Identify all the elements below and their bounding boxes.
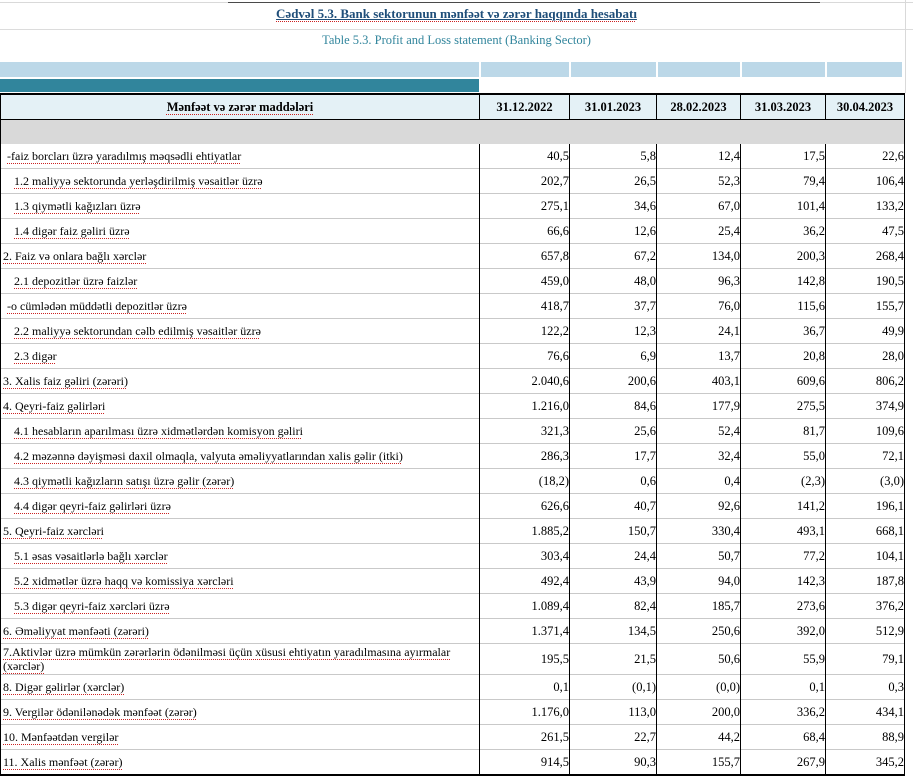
row-label-text: 3. Xalis faiz gəliri (zərəri) [3, 373, 128, 388]
cell-value: 134,0 [657, 244, 741, 269]
cell-value: 6,9 [570, 344, 657, 369]
cell-value: 0,3 [826, 675, 905, 700]
column-header-date: 31.12.2022 [480, 94, 570, 120]
cell-value: 273,6 [741, 594, 826, 619]
cell-value: 250,6 [657, 619, 741, 644]
table-row [1, 369, 905, 394]
cell-value: 24,1 [657, 319, 741, 344]
cell-value: 76,0 [657, 294, 741, 319]
cell-value: 48,0 [570, 269, 657, 294]
cell-value: 0,4 [657, 469, 741, 494]
cell-value: 24,4 [570, 544, 657, 569]
cell-value: 20,8 [741, 344, 826, 369]
table-header-row [1, 94, 905, 120]
row-label [1, 544, 480, 569]
row-label-text: 4.4 digər qeyri-faiz gəlirləri üzrə [14, 498, 171, 513]
cell-value: 1.089,4 [480, 594, 570, 619]
table-title-azerbaijani[interactable] [0, 6, 913, 22]
cell-value: 418,7 [480, 294, 570, 319]
cell-value: 12,6 [570, 219, 657, 244]
cell-value: 94,0 [657, 569, 741, 594]
row-label [1, 369, 480, 394]
cell-value: 92,6 [657, 494, 741, 519]
cell-value: (0,1) [570, 675, 657, 700]
row-label-text: 4.1 hesabların aparılması üzrə xidmətlərdən komisyon gəliri [14, 423, 303, 438]
row-label [1, 319, 480, 344]
cell-value: 52,4 [657, 419, 741, 444]
cell-value: 626,6 [480, 494, 570, 519]
cell-value: 0,6 [570, 469, 657, 494]
row-label-text: 5.3 digər qeyri-faiz xərcləri üzrə [14, 598, 170, 613]
cell-value: 44,2 [657, 725, 741, 750]
cell-value: 376,2 [826, 594, 905, 619]
cell-value: 261,5 [480, 725, 570, 750]
row-label [1, 244, 480, 269]
cell-value: 109,6 [826, 419, 905, 444]
cell-value: 82,4 [570, 594, 657, 619]
row-label-text: 1.3 qiymətli kağızları üzrə [14, 198, 141, 213]
cell-value: 67,2 [570, 244, 657, 269]
cell-value: 200,0 [657, 700, 741, 725]
cell-value: 22,6 [826, 144, 905, 169]
band-segment [481, 62, 569, 77]
cell-value: 25,4 [657, 219, 741, 244]
cell-value: 141,2 [741, 494, 826, 519]
column-header-items [1, 94, 480, 120]
cell-value: 493,1 [741, 519, 826, 544]
decor-band-teal [0, 79, 479, 92]
row-label-text: 6. Əməliyyat mənfəəti (zərəri) [3, 623, 149, 638]
cell-value: 187,8 [826, 569, 905, 594]
table-row [1, 244, 905, 269]
table-row [1, 394, 905, 419]
title-divider-line [0, 29, 913, 30]
table-row [1, 675, 905, 700]
table-row [1, 725, 905, 750]
row-label-text: 11. Xalis mənfəət (zərər) [3, 754, 123, 769]
cell-value: 55,0 [741, 444, 826, 469]
row-label [1, 469, 480, 494]
row-label [1, 675, 480, 700]
cell-value: 155,7 [657, 750, 741, 776]
cell-value: 34,6 [570, 194, 657, 219]
pane-divider-row [1, 120, 905, 145]
table-title-english: Table 5.3. Profit and Loss statement (Banking Sector) [322, 33, 591, 47]
row-label [1, 419, 480, 444]
cell-value: 50,6 [657, 644, 741, 675]
cell-value: 28,0 [826, 344, 905, 369]
cell-value: 321,3 [480, 419, 570, 444]
cell-value: (3,0) [826, 469, 905, 494]
cell-value: 50,7 [657, 544, 741, 569]
cell-value: 0,1 [741, 675, 826, 700]
cell-value: 21,5 [570, 644, 657, 675]
cell-value: 275,1 [480, 194, 570, 219]
cell-value: 66,6 [480, 219, 570, 244]
cell-value: 142,8 [741, 269, 826, 294]
cell-value: 190,5 [826, 269, 905, 294]
cell-value: 79,1 [826, 644, 905, 675]
row-label-text: 5.2 xidmətlər üzrə haqq və komissiya xərcləri [14, 573, 234, 588]
row-label-text: 1.4 digər faiz gəliri üzrə [14, 223, 130, 238]
cell-value: 267,9 [741, 750, 826, 776]
column-header-date: 30.04.2023 [826, 94, 905, 120]
band-segment [571, 62, 656, 77]
cell-value: 55,9 [741, 644, 826, 675]
cell-value: 374,9 [826, 394, 905, 419]
cell-value: 115,6 [741, 294, 826, 319]
cell-value: 96,3 [657, 269, 741, 294]
band-segment [658, 62, 740, 77]
row-label [1, 194, 480, 219]
cell-value: 512,9 [826, 619, 905, 644]
cell-value: 17,5 [741, 144, 826, 169]
table-row [1, 544, 905, 569]
cell-value: 52,3 [657, 169, 741, 194]
cell-value: 1.885,2 [480, 519, 570, 544]
cell-value: 668,1 [826, 519, 905, 544]
cell-value: 67,0 [657, 194, 741, 219]
cell-value: 40,7 [570, 494, 657, 519]
table-row [1, 569, 905, 594]
column-header-items-text: Mənfəət və zərər maddələri [166, 99, 314, 114]
cell-value: 81,7 [741, 419, 826, 444]
profit-loss-table [0, 93, 905, 776]
cell-value: 47,5 [826, 219, 905, 244]
cell-value: 914,5 [480, 750, 570, 776]
row-label-text: 8. Digər gəlirlər (xərclər) [3, 679, 125, 694]
cell-value: 275,5 [741, 394, 826, 419]
cell-value: 5,8 [570, 144, 657, 169]
table-row [1, 344, 905, 369]
cell-value: (2,3) [741, 469, 826, 494]
row-label [1, 519, 480, 544]
cell-value: 68,4 [741, 725, 826, 750]
table-row [1, 269, 905, 294]
row-label [1, 144, 480, 169]
cell-value: 150,7 [570, 519, 657, 544]
cell-value: 303,4 [480, 544, 570, 569]
cell-value: 202,7 [480, 169, 570, 194]
band-segment [827, 62, 902, 77]
cell-value: 1.176,0 [480, 700, 570, 725]
row-label-text: 7.Aktivlər üzrə mümkün zərərlərin ödənilməsi üçün xüsusi ehtiyatın yaradılmasına ayırmalar (xərclər) [3, 645, 451, 673]
row-label [1, 725, 480, 750]
cell-value: 330,4 [657, 519, 741, 544]
table-row [1, 219, 905, 244]
row-label [1, 750, 480, 776]
cell-value: 492,4 [480, 569, 570, 594]
cell-value: 36,7 [741, 319, 826, 344]
row-label [1, 344, 480, 369]
cell-value: 88,9 [826, 725, 905, 750]
table-row [1, 444, 905, 469]
row-label-text: 2.2 maliyyə sektorundan cəlb edilmiş vəsaitlər üzrə [14, 323, 261, 338]
cell-value: 336,2 [741, 700, 826, 725]
cell-value: 32,4 [657, 444, 741, 469]
cell-value: 113,0 [570, 700, 657, 725]
row-label [1, 294, 480, 319]
cell-value: 40,5 [480, 144, 570, 169]
table-row [1, 619, 905, 644]
row-label [1, 619, 480, 644]
row-label-text: 5.1 əsas vəsaitlərlə bağlı xərclər [14, 548, 168, 563]
cell-value: 392,0 [741, 619, 826, 644]
cell-value: 12,3 [570, 319, 657, 344]
row-label-text: 5. Qeyri-faiz xərcləri [3, 523, 104, 538]
cell-value: 196,1 [826, 494, 905, 519]
row-label-text: 2. Faiz və onlara bağlı xərclər [3, 248, 147, 263]
table-row [1, 644, 905, 675]
cell-value: 22,7 [570, 725, 657, 750]
cell-value: (18,2) [480, 469, 570, 494]
cell-value: 36,2 [741, 219, 826, 244]
row-label-text: 4. Qeyri-faiz gəlirləri [3, 398, 106, 413]
cell-value: 2.040,6 [480, 369, 570, 394]
decor-band-light-blue [0, 62, 902, 77]
cell-value: 72,1 [826, 444, 905, 469]
row-label-text: 4.2 məzənnə dəyişməsi daxil olmaqla, valyuta əməliyyatlarından xalis gəlir (itki) [14, 448, 403, 463]
cell-value: 657,8 [480, 244, 570, 269]
row-label [1, 569, 480, 594]
cell-value: 403,1 [657, 369, 741, 394]
cell-value: 155,7 [826, 294, 905, 319]
cell-value: 134,5 [570, 619, 657, 644]
table-row [1, 194, 905, 219]
cell-value: 200,6 [570, 369, 657, 394]
cell-value: 286,3 [480, 444, 570, 469]
cell-value: 17,7 [570, 444, 657, 469]
cell-value: 49,9 [826, 319, 905, 344]
cell-value: 434,1 [826, 700, 905, 725]
table-row [1, 750, 905, 776]
cell-value: 101,4 [741, 194, 826, 219]
table-row [1, 294, 905, 319]
cell-value: 84,6 [570, 394, 657, 419]
cell-value: 133,2 [826, 194, 905, 219]
cell-value: 90,3 [570, 750, 657, 776]
cell-value: 37,7 [570, 294, 657, 319]
cell-value: 104,1 [826, 544, 905, 569]
row-label-text: 2.3 digər [14, 348, 57, 363]
cell-value: 1.216,0 [480, 394, 570, 419]
table-row [1, 494, 905, 519]
cell-value: 79,4 [741, 169, 826, 194]
table-row [1, 319, 905, 344]
row-label-text: 4.3 qiymətli kağızların satışı üzrə gəlir (zərər) [14, 473, 235, 488]
row-label [1, 269, 480, 294]
row-label [1, 644, 480, 675]
right-gridline [905, 0, 906, 93]
table-row [1, 594, 905, 619]
cell-value: 609,6 [741, 369, 826, 394]
cell-value: 142,3 [741, 569, 826, 594]
row-label [1, 594, 480, 619]
cell-value: 76,6 [480, 344, 570, 369]
top-gridline-dark-segment [228, 2, 820, 3]
cell-value: 1.371,4 [480, 619, 570, 644]
cell-value: 177,9 [657, 394, 741, 419]
cell-value: 122,2 [480, 319, 570, 344]
row-label-text: 9. Vergilər ödənilənədək mənfəət (zərər) [3, 704, 197, 719]
column-header-date: 31.01.2023 [570, 94, 657, 120]
table-row [1, 700, 905, 725]
cell-value: 459,0 [480, 269, 570, 294]
cell-value: 25,6 [570, 419, 657, 444]
table-row [1, 519, 905, 544]
cell-value: 195,5 [480, 644, 570, 675]
cell-value: 0,1 [480, 675, 570, 700]
table-row [1, 144, 905, 169]
table-title-link-text[interactable]: Cədvəl 5.3. Bank sektorunun mənfəət və zərər haqqında hesabatı [276, 6, 637, 21]
pane-divider [1, 120, 905, 145]
cell-value: 200,3 [741, 244, 826, 269]
row-label-text: 2.1 depozitlər üzrə faizlər [14, 273, 138, 288]
cell-value: 806,2 [826, 369, 905, 394]
table-row [1, 469, 905, 494]
column-header-date: 31.03.2023 [741, 94, 826, 120]
row-label [1, 700, 480, 725]
cell-value: 345,2 [826, 750, 905, 776]
row-label [1, 219, 480, 244]
table-row [1, 169, 905, 194]
row-label-text: -faiz borcları üzrə yaradılmış məqsədli ehtiyatlar [7, 148, 242, 163]
cell-value: 12,4 [657, 144, 741, 169]
column-header-date: 28.02.2023 [657, 94, 741, 120]
cell-value: 106,4 [826, 169, 905, 194]
row-label [1, 444, 480, 469]
row-label [1, 169, 480, 194]
band-segment [742, 62, 825, 77]
cell-value: 77,2 [741, 544, 826, 569]
row-label-text: 1.2 maliyyə sektorunda yerləşdirilmiş vəsaitlər üzrə [14, 173, 263, 188]
band-segment [0, 62, 479, 77]
cell-value: (0,0) [657, 675, 741, 700]
cell-value: 268,4 [826, 244, 905, 269]
table-row [1, 419, 905, 444]
cell-value: 185,7 [657, 594, 741, 619]
cell-value: 13,7 [657, 344, 741, 369]
row-label-text: 10. Mənfəətdən vergilər [3, 729, 119, 744]
row-label [1, 394, 480, 419]
cell-value: 26,5 [570, 169, 657, 194]
row-label-text: -o cümlədən müddətli depozitlər üzrə [7, 298, 187, 313]
row-label [1, 494, 480, 519]
cell-value: 43,9 [570, 569, 657, 594]
